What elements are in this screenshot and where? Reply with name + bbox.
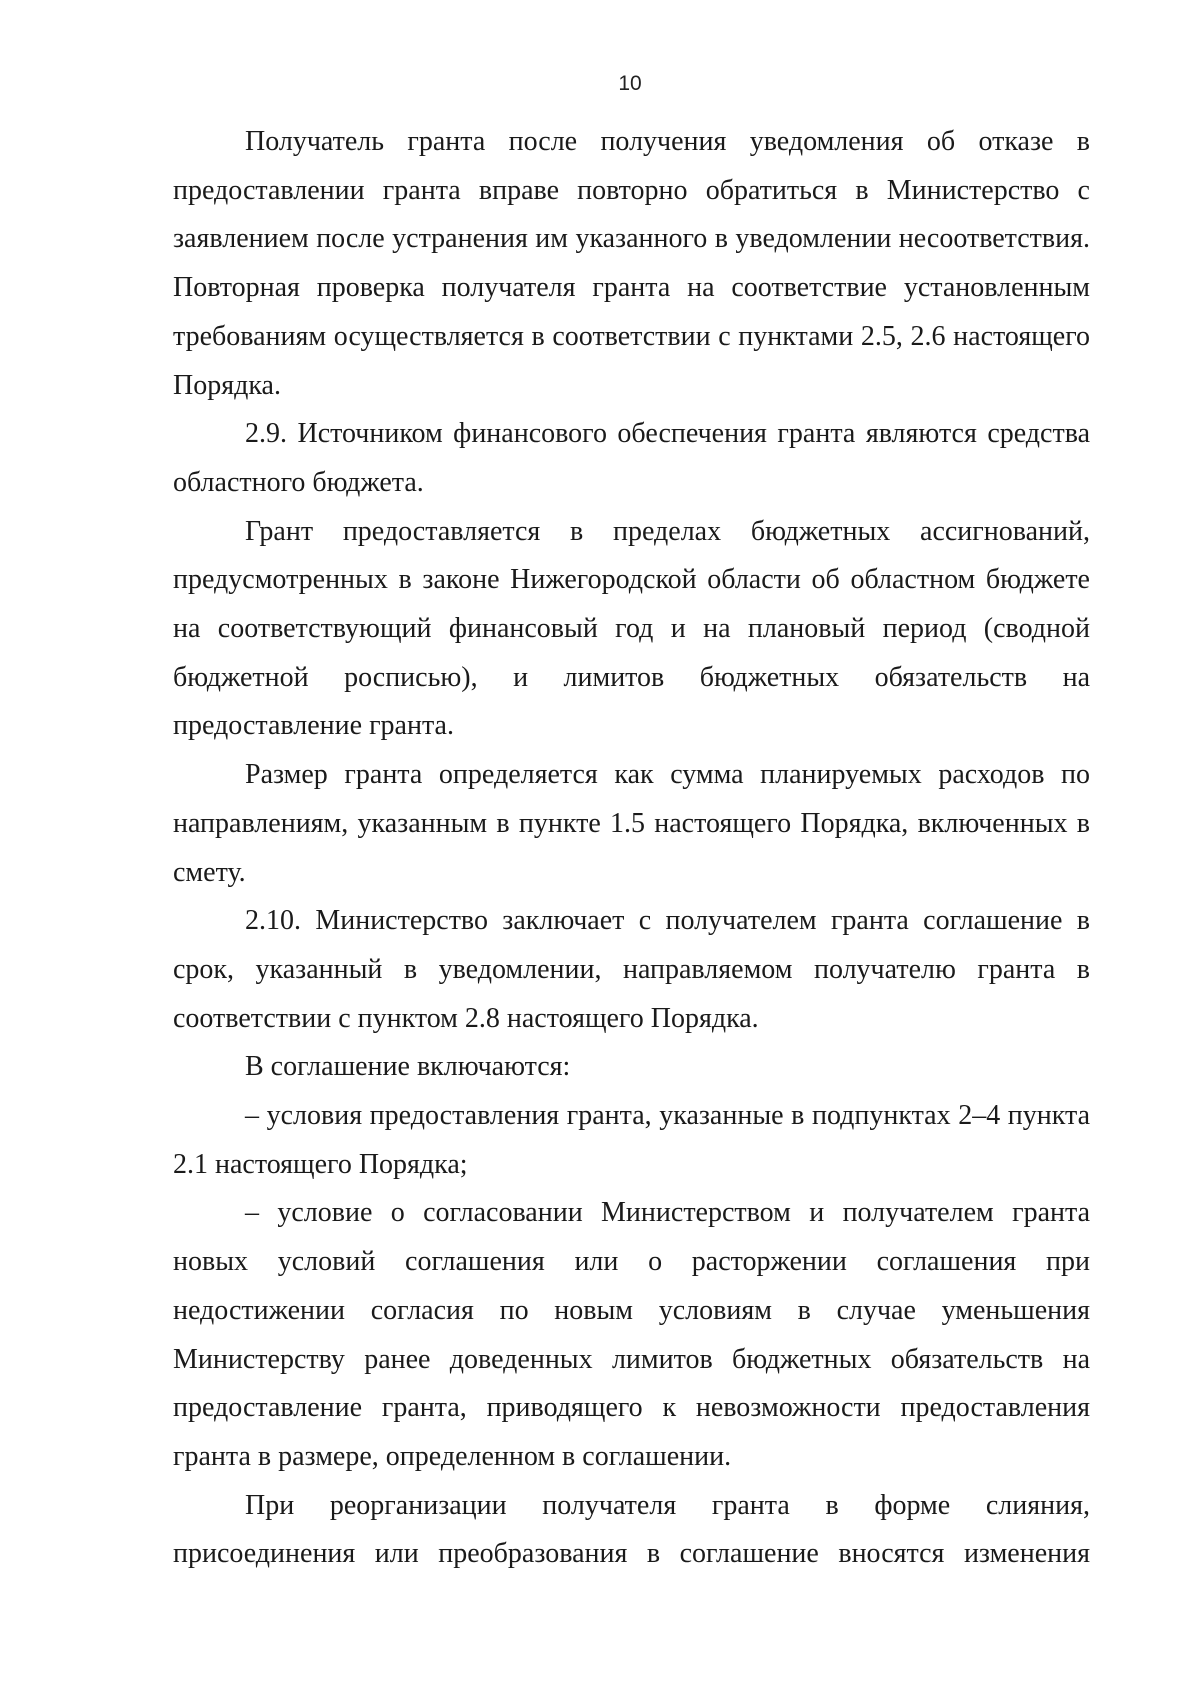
paragraph-agreement-includes: В соглашение включаются: [245, 1051, 571, 1083]
page-number: 10 [618, 72, 642, 95]
paragraph-grant-refusal-reapply: Получатель гранта после получения уведомления об отказе в предоставлении гранта вправе повторно обратиться в Министерство с заявлением после устранения им указанного в уведомлении несоответствия. Повторная проверка получателя гранта на соответствие установленным требованиям осуществляется в соответствии с пунктами 2.5, 2.6 настоящего Порядка. [173, 126, 1090, 401]
list-item-new-conditions: – условие о согласовании Министерством и получателем гранта новых условий соглашения или о расторжении соглашения при недостижении согласия по новым условиям в случае уменьшения Министерству ранее доведенных лимитов бюджетных обязательств на предоставление гранта, приводящего к невозможности предоставления гранта в размере, определенном в соглашении. [173, 1197, 1090, 1472]
document-body [173, 118, 1090, 1579]
paragraph-2-9-funding-source: 2.9. Источником финансового обеспечения гранта являются средства областного бюджета. [173, 418, 1090, 498]
list-item-grant-conditions: – условия предоставления гранта, указанные в подпунктах 2–4 пункта 2.1 настоящего Порядка; [173, 1100, 1090, 1180]
paragraph-grant-amount: Размер гранта определяется как сумма планируемых расходов по направлениям, указанным в пункте 1.5 настоящего Порядка, включенных в смету. [173, 759, 1090, 888]
paragraph-2-10-agreement: 2.10. Министерство заключает с получателем гранта соглашение в срок, указанный в уведомлении, направляемом получателю гранта в соответствии с пунктом 2.8 настоящего Порядка. [173, 905, 1090, 1034]
paragraph-reorganization: При реорганизации получателя гранта в форме слияния, присоединения или преобразования в соглашение вносятся изменения [173, 1489, 1090, 1570]
paragraph-budget-limits: Грант предоставляется в пределах бюджетных ассигнований, предусмотренных в законе Нижегородской области об областном бюджете на соответствующий финансовый год и на плановый период (сводной бюджетной росписью), и лимитов бюджетных обязательств на предоставление гранта. [173, 515, 1090, 742]
